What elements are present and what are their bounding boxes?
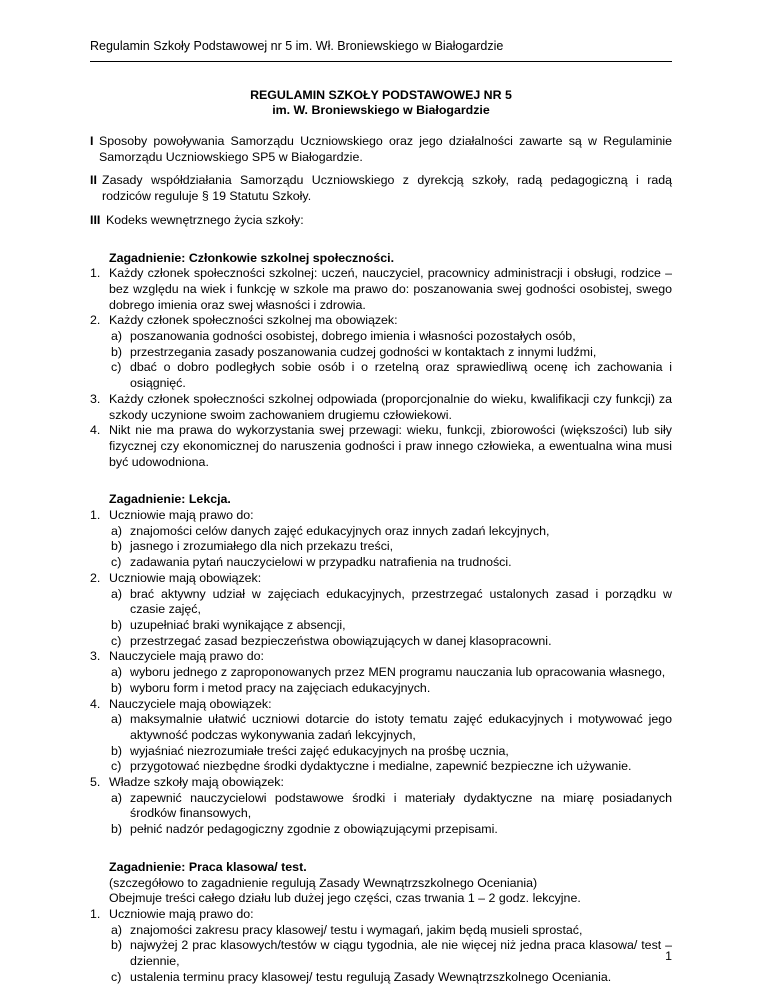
section-text: Sposoby powoływania Samorządu Uczniowskiego oraz jego działalności zawarte są w Regulaminie Samorządu Uczniowskiego SP5 w Białogardzie. (99, 134, 672, 164)
sub-list-item: b) uzupełniać braki wynikające z absencji, (111, 617, 346, 632)
section-text: Zasady współdziałania Samorządu Uczniowskiego z dyrekcją szkoły, radą pedagogiczną i radą rodziców reguluje § 19 Statutu Szkoły. (102, 173, 672, 204)
page-number: 1 (665, 949, 672, 963)
running-header: Regulamin Szkoły Podstawowej nr 5 im. Wł. Broniewskiego w Białogardzie (90, 39, 504, 53)
list-item: 1. Uczniowie mają prawo do: (90, 508, 254, 523)
section-3 (90, 213, 672, 229)
sub-list-item: c) dbać o dobro podległych sobie osób i o rzetelną oraz sprawiedliwą ocenę ich zachowania i osiągnięć. (111, 360, 672, 391)
sub-list-item: b) przestrzegania zasady poszanowania cudzej godności w kontaktach z innymi ludźmi, (111, 344, 597, 359)
list-item: 1. Każdy członek społeczności szkolnej: uczeń, nauczyciel, pracownicy administracji i obsługi, rodzice – bez względu na wiek i funkcję w szkole ma prawo do: poszanowania swej godności osobistej, swego dobrego imienia oraz swej własności i zdrowia. (90, 266, 672, 312)
section-1 (90, 134, 672, 165)
header-rule (90, 61, 672, 62)
list-item: 5. Władze szkoły mają obowiązek: (90, 775, 284, 790)
topic-note: Obejmuje treści całego działu lub dużej jego części, czas trwania 1 – 2 godz. lekcyjne. (109, 891, 581, 906)
sub-list-item: a) poszanowania godności osobistej, dobrego imienia i własności pozostałych osób, (111, 329, 576, 344)
sub-list-item: c) przygotować niezbędne środki dydaktyczne i medialne, zapewnić bezpieczne ich używanie. (111, 759, 632, 774)
list-item: 3. Nauczyciele mają prawo do: (90, 649, 264, 664)
sub-list-item: b) najwyżej 2 prac klasowych/testów w ciągu tygodnia, ale nie więcej niż jedna praca klasowa/ test – dziennie, (111, 938, 672, 969)
section-2 (90, 173, 672, 204)
sub-list-item: a) znajomości celów danych zajęć edukacyjnych oraz innych zadań lekcyjnych, (111, 523, 550, 538)
list-item: 4. Nikt nie ma prawa do wykorzystania swej przewagi: wieku, funkcji, zbiorowości (większości) lub siły fizycznej czy ekonomicznej do naruszenia godności i praw innego człowieka, a ewentualna wina musi być udowodniona. (90, 423, 672, 469)
document-body (90, 134, 672, 985)
sub-list-item: a) znajomości zakresu pracy klasowej/ testu i wymagań, jakim będą musieli sprostać, (111, 922, 583, 937)
topic-title: Zagadnienie: Praca klasowa/ test. (109, 859, 307, 874)
sub-list-item: b) jasnego i zrozumiałego dla nich przekazu treści, (111, 539, 394, 554)
title-line-2: im. W. Broniewskiego w Białogardzie (272, 103, 490, 117)
sub-list-item: a) wyboru jednego z zaproponowanych przez MEN programu nauczania lub opracowania własnego, (111, 665, 666, 680)
sub-list-item: c) zadawania pytań nauczycielowi w przypadku natrafienia na trudności. (111, 555, 512, 570)
list-item: 2. Uczniowie mają obowiązek: (90, 570, 262, 585)
topic-title: Zagadnienie: Lekcja. (109, 492, 231, 507)
sub-list-item: a) brać aktywny udział w zajęciach edukacyjnych, przestrzegać ustalonych zasad i porządku w czasie zajęć, (111, 586, 672, 617)
sub-list-item: a) zapewnić nauczycielowi podstawowe środki i materiały dydaktyczne na miarę posiadanych środków finansowych, (111, 790, 672, 821)
section-text: Kodeks wewnętrznego życia szkoły: (106, 212, 304, 227)
sub-list-item: b) pełnić nadzór pedagogiczny zgodnie z obowiązującymi przepisami. (111, 822, 498, 837)
section-number: II (90, 173, 97, 188)
list-item: 2. Każdy członek społeczności szkolnej ma obowiązek: (90, 313, 398, 328)
list-item: 3. Każdy członek społeczności szkolnej odpowiada (proporcjonalnie do wieku, kwalifikacji czy funkcji) za szkody uczynione swoim zachowaniem drugiemu człowiekowi. (90, 391, 672, 422)
document-title (90, 88, 672, 118)
sub-list-item: c) ustalenia terminu pracy klasowej/ testu regulują Zasady Wewnątrzszkolnego Oceniania. (111, 969, 612, 984)
list-item: 4. Nauczyciele mają obowiązek: (90, 696, 272, 711)
section-number: I (90, 134, 94, 148)
topic-title: Zagadnienie: Członkowie szkolnej społeczności. (109, 250, 395, 265)
title-line-1: REGULAMIN SZKOŁY PODSTAWOWEJ NR 5 (250, 88, 512, 102)
section-number: III (90, 212, 101, 227)
sub-list-item: b) wyboru form i metod pracy na zajęciach edukacyjnych. (111, 680, 431, 695)
sub-list-item: a) maksymalnie ułatwić uczniowi dotarcie do istoty tematu zajęć edukacyjnych i motywować jego aktywność podczas wykonywania zadań lekcyjnych, (111, 712, 672, 742)
list-item: 1. Uczniowie mają prawo do: (90, 906, 254, 921)
sub-list-item: b) wyjaśniać niezrozumiałe treści zajęć edukacyjnych na prośbę ucznia, (111, 743, 509, 758)
topic-note: (szczegółowo to zagadnienie regulują Zasady Wewnątrzszkolnego Oceniania) (109, 875, 538, 890)
sub-list-item: c) przestrzegać zasad bezpieczeństwa obowiązujących w danej klasopracowni. (111, 633, 552, 648)
